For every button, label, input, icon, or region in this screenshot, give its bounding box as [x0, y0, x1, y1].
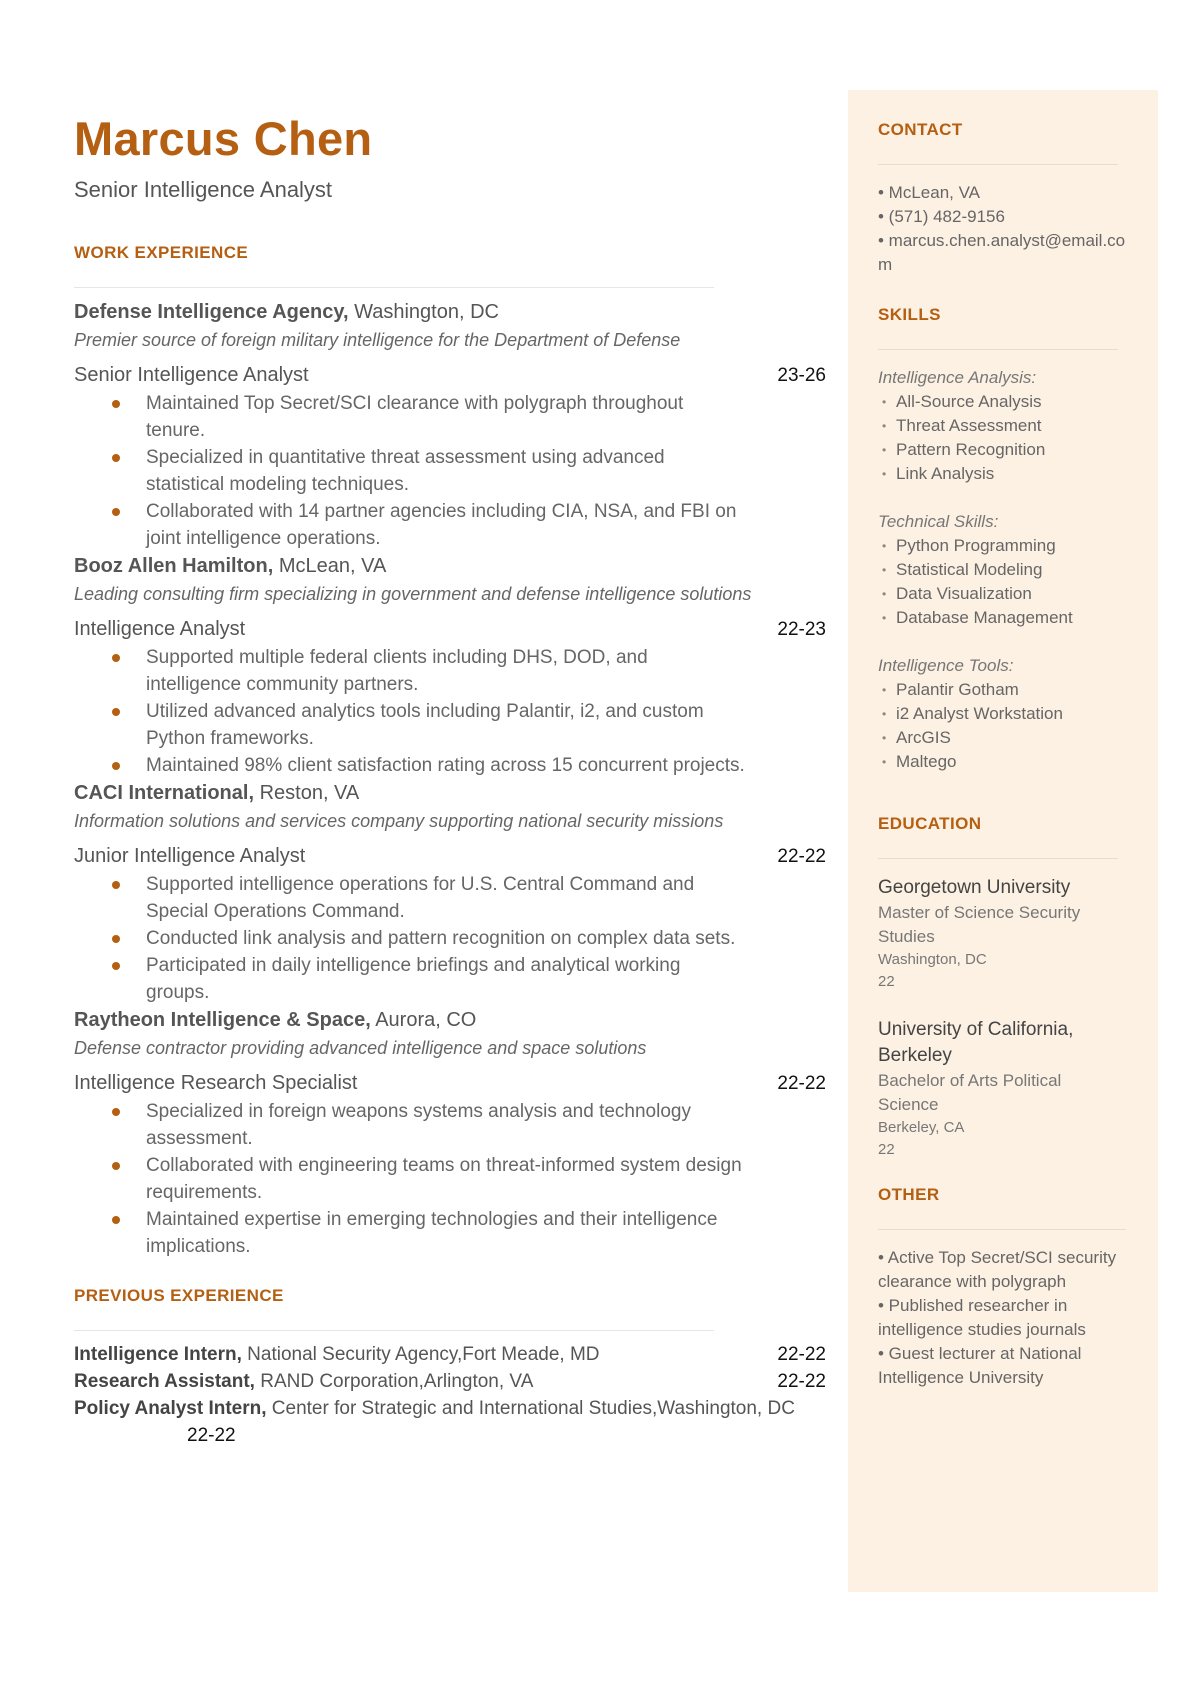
other-item: • Published researcher in intelligence studies journals [878, 1296, 1086, 1339]
org-line [74, 1006, 826, 1034]
skill-group [878, 654, 1126, 774]
previous-org: Center for Strategic and International Studies,Washington, DC [271, 1397, 795, 1419]
job-role: Senior Intelligence Analyst [74, 363, 309, 386]
org-description: Defense contractor providing advanced intelligence and space solutions [74, 1037, 647, 1058]
bullet-item: Maintained 98% client satisfaction rating across 15 concurrent projects. [74, 752, 746, 779]
previous-item [74, 1368, 826, 1395]
skill-group-label: Technical Skills: [878, 512, 999, 531]
job-dates: 23-26 [777, 364, 826, 386]
org-location: Aurora, CO [375, 1008, 477, 1031]
job-bullets [74, 1098, 826, 1260]
job-entry [74, 779, 826, 1006]
education-location: Washington, DC [878, 951, 987, 968]
skill-item: • Maltego [878, 750, 1126, 774]
previous-dates: 22-22 [187, 1424, 236, 1446]
org-name: Raytheon Intelligence & Space, [74, 1008, 371, 1031]
org-description: Information solutions and services company supporting national security missions [74, 810, 724, 831]
sidebar [848, 90, 1158, 1592]
education-school: University of California, Berkeley [878, 1019, 1074, 1066]
bullet-item: Participated in daily intelligence briefings and analytical working groups. [74, 952, 746, 1006]
skill-item: • i2 Analyst Workstation [878, 702, 1126, 726]
education-entry [878, 1017, 1126, 1161]
job-dates: 22-22 [777, 1072, 826, 1094]
other-item: • Active Top Secret/SCI security clearance with polygraph [878, 1248, 1117, 1291]
main-column [74, 110, 826, 1449]
previous-item [74, 1395, 826, 1449]
education-school: Georgetown University [878, 877, 1071, 898]
previous-role: Research Assistant, [74, 1370, 255, 1392]
org-name: Defense Intelligence Agency, [74, 300, 349, 323]
education-year: 22 [878, 1141, 895, 1158]
role-row [74, 842, 826, 871]
org-name: Booz Allen Hamilton, [74, 554, 274, 577]
education-location: Berkeley, CA [878, 1119, 965, 1136]
job-role: Junior Intelligence Analyst [74, 844, 306, 867]
section-divider [74, 1330, 714, 1331]
previous-role: Intelligence Intern, [74, 1343, 242, 1365]
bullet-item: Specialized in quantitative threat assessment using advanced statistical modeling techniques. [74, 444, 746, 498]
previous-item [74, 1341, 826, 1368]
contact-phone: • (571) 482-9156 [878, 207, 1005, 226]
previous-experience-heading: PREVIOUS EXPERIENCE [74, 1285, 284, 1305]
job-entry [74, 298, 826, 552]
role-row [74, 361, 826, 390]
candidate-title: Senior Intelligence Analyst [74, 176, 333, 202]
skill-item: • Palantir Gotham [878, 678, 1126, 702]
education-entry [878, 875, 1126, 993]
contact-heading: CONTACT [878, 120, 963, 139]
skill-group-label: Intelligence Analysis: [878, 368, 1037, 387]
previous-dates: 22-22 [777, 1343, 826, 1365]
education-heading: EDUCATION [878, 814, 982, 833]
previous-org: National Security Agency,Fort Meade, MD [247, 1343, 600, 1365]
skill-item: • Pattern Recognition [878, 438, 1126, 462]
work-experience-heading: WORK EXPERIENCE [74, 242, 249, 262]
skill-item: • ArcGIS [878, 726, 1126, 750]
org-description: Leading consulting firm specializing in government and defense intelligence solutions [74, 583, 752, 604]
job-role: Intelligence Analyst [74, 617, 246, 640]
bullet-item: Conducted link analysis and pattern recognition on complex data sets. [74, 925, 746, 952]
job-bullets [74, 390, 826, 552]
job-dates: 22-23 [777, 618, 826, 640]
skill-item: • Database Management [878, 606, 1126, 630]
section-divider [878, 164, 1118, 165]
org-line [74, 779, 826, 807]
other-item: • Guest lecturer at National Intelligence University [878, 1344, 1082, 1387]
bullet-item: Maintained Top Secret/SCI clearance with polygraph throughout tenure. [74, 390, 746, 444]
org-line [74, 298, 826, 326]
job-bullets [74, 871, 826, 1006]
bullet-item: Supported multiple federal clients including DHS, DOD, and intelligence community partners. [74, 644, 746, 698]
other-heading: OTHER [878, 1185, 940, 1204]
org-location: Washington, DC [354, 300, 499, 323]
skill-item: • Data Visualization [878, 582, 1126, 606]
section-divider [74, 287, 714, 288]
job-dates: 22-22 [777, 845, 826, 867]
skills-heading: SKILLS [878, 305, 941, 324]
bullet-item: Supported intelligence operations for U.S. Central Command and Special Operations Command. [74, 871, 746, 925]
candidate-name: Marcus Chen [74, 112, 373, 165]
contact-email[interactable]: • marcus.chen.analyst@email.com [878, 231, 1126, 274]
skill-group [878, 510, 1126, 630]
bullet-item: Collaborated with engineering teams on threat-informed system design requirements. [74, 1152, 746, 1206]
section-divider [878, 858, 1118, 859]
section-divider [878, 1229, 1126, 1230]
contact-location: • McLean, VA [878, 183, 981, 202]
education-year: 22 [878, 973, 895, 990]
bullet-item: Collaborated with 14 partner agencies including CIA, NSA, and FBI on joint intelligence operations. [74, 498, 746, 552]
previous-org: RAND Corporation,Arlington, VA [260, 1370, 534, 1392]
bullet-item: Utilized advanced analytics tools including Palantir, i2, and custom Python frameworks. [74, 698, 746, 752]
role-row [74, 1069, 826, 1098]
org-location: McLean, VA [278, 554, 387, 577]
skill-item: • Threat Assessment [878, 414, 1126, 438]
skill-item: • Python Programming [878, 534, 1126, 558]
org-location: Reston, VA [259, 781, 360, 804]
job-entry [74, 1006, 826, 1260]
skill-item: • Statistical Modeling [878, 558, 1126, 582]
bullet-item: Maintained expertise in emerging technologies and their intelligence implications. [74, 1206, 746, 1260]
skill-group-label: Intelligence Tools: [878, 656, 1014, 675]
skill-item: • All-Source Analysis [878, 390, 1126, 414]
job-entry [74, 552, 826, 779]
bullet-item: Specialized in foreign weapons systems analysis and technology assessment. [74, 1098, 746, 1152]
education-degree: Bachelor of Arts Political Science [878, 1071, 1062, 1114]
job-bullets [74, 644, 826, 779]
section-divider [878, 349, 1118, 350]
job-role: Intelligence Research Specialist [74, 1071, 358, 1094]
role-row [74, 615, 826, 644]
org-description: Premier source of foreign military intelligence for the Department of Defense [74, 329, 681, 350]
skill-item: • Link Analysis [878, 462, 1126, 486]
education-degree: Master of Science Security Studies [878, 903, 1081, 946]
org-name: CACI International, [74, 781, 255, 804]
org-line [74, 552, 826, 580]
skill-group [878, 366, 1126, 486]
previous-dates: 22-22 [777, 1370, 826, 1392]
previous-role: Policy Analyst Intern, [74, 1397, 267, 1419]
